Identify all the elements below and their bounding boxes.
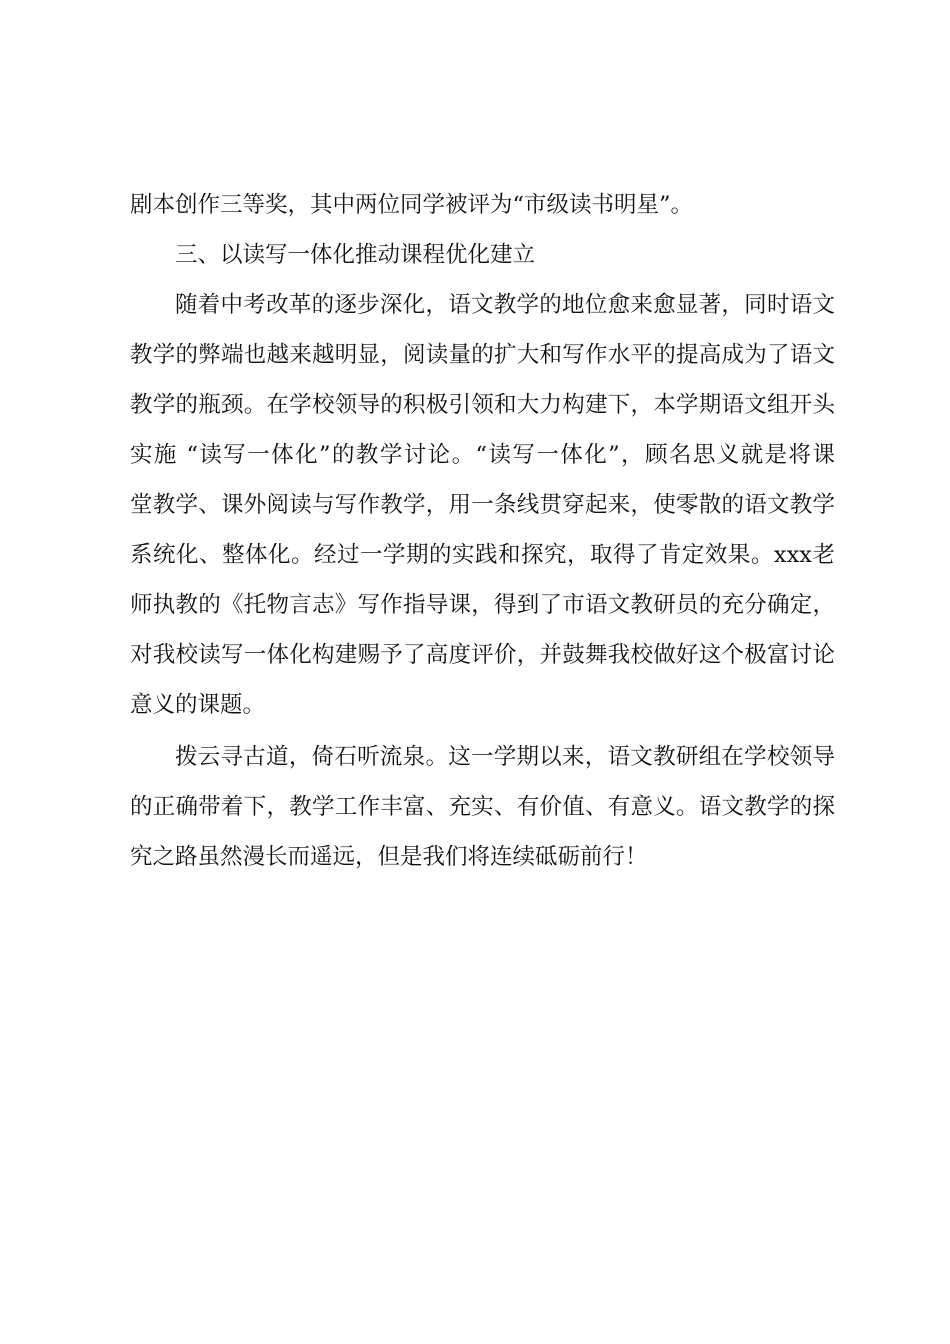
paragraph-line: 意义的课题。: [130, 692, 266, 718]
paragraph-line: 拨云寻古道，倚石听流泉。这一学期以来，语文教研组在学校领导: [175, 744, 835, 770]
paragraph-line: 实施 “读写一体化”的教学讨论。“读写一体化”，顾名思义就是将课: [130, 442, 835, 468]
paragraph-line: 的正确带着下，教学工作丰富、充实、有价值、有意义。语文教学的探: [130, 794, 835, 820]
paragraph-line: 堂教学、课外阅读与写作教学，用一条线贯穿起来，使零散的语文教学: [130, 492, 835, 518]
paragraph-line: 师执教的《托物言志》写作指导课，得到了市语文教研员的充分确定，: [130, 592, 835, 618]
paragraph-line: 对我校读写一体化构建赐予了高度评价，并鼓舞我校做好这个极富讨论: [130, 642, 835, 668]
section-heading: 三、以读写一体化推动课程优化建立: [175, 242, 536, 268]
paragraph-line: 究之路虽然漫长而遥远，但是我们将连续砥砺前行！: [130, 844, 648, 870]
paragraph-line: 教学的弊端也越来越明显，阅读量的扩大和写作水平的提高成为了语文: [130, 342, 835, 368]
paragraph-line: 系统化、整体化。经过一学期的实践和探究，取得了肯定效果。xxx老: [130, 542, 835, 568]
paragraph-line: 教学的瓶颈。在学校领导的积极引领和大力构建下，本学期语文组开头: [130, 392, 835, 418]
paragraph-line: 随着中考改革的逐步深化，语文教学的地位愈来愈显著，同时语文: [175, 292, 835, 318]
paragraph-line: 剧本创作三等奖，其中两位同学被评为“市级读书明星”。: [130, 192, 694, 218]
